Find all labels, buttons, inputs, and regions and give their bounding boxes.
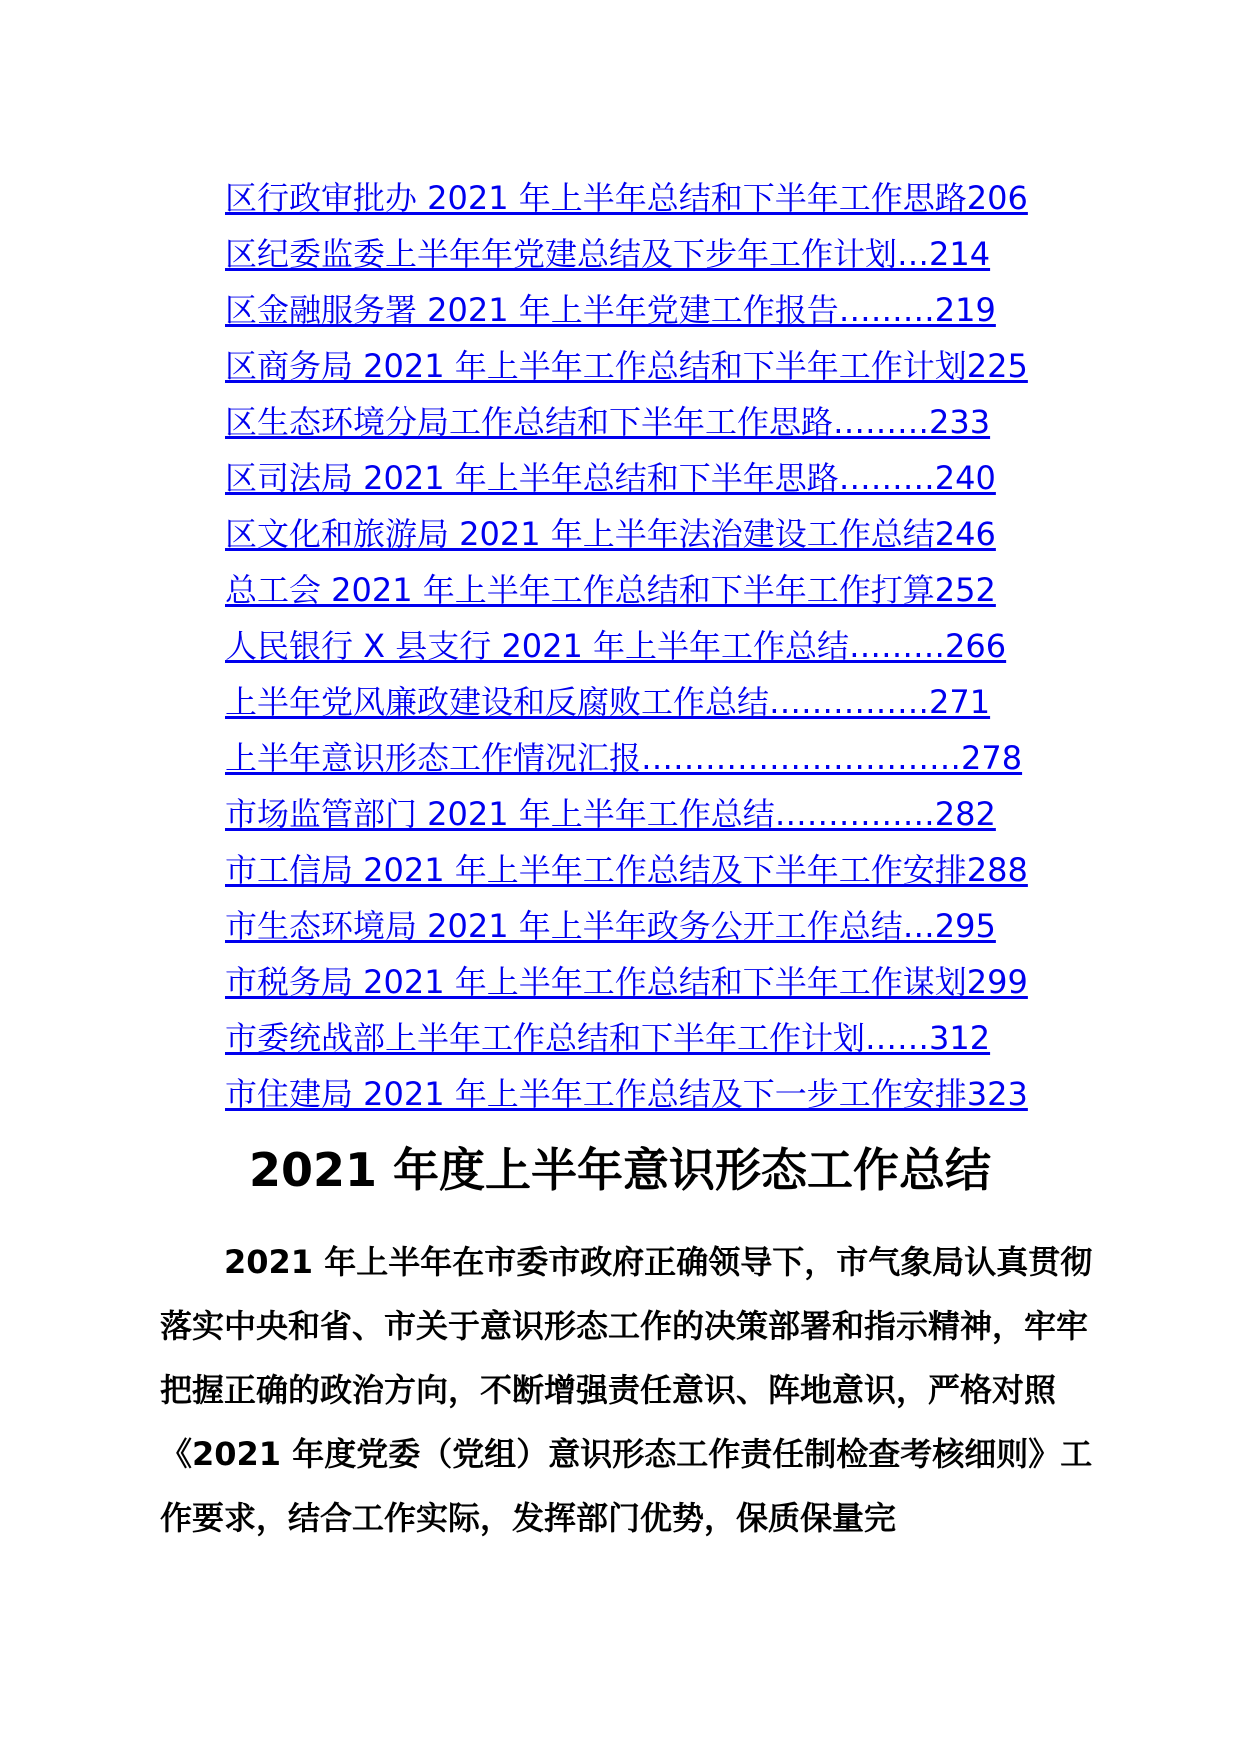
toc-entry[interactable]: 区文化和旅游局 2021 年上半年法治建设工作总结246 xyxy=(225,515,996,553)
toc-entry[interactable]: 市委统战部上半年工作总结和下半年工作计划……312 xyxy=(225,1019,991,1057)
toc-entry[interactable]: 区纪委监委上半年年党建总结及下步年工作计划…214 xyxy=(225,235,991,273)
toc-entry[interactable]: 区行政审批办 2021 年上半年总结和下半年工作思路206 xyxy=(225,179,1028,217)
body-paragraph: 2021 年上半年在市委市政府正确领导下，市气象局认真贯彻落实中央和省、市关于意识形态工作的决策部署和指示精神，牢牢把握正确的政治方向，不断增强责任意识、阵地意识，严格对照《2021 年度党委（党组）意识形态工作责任制检查考核细则》工作要求，结合工作实际，发挥部门优势，保质保量完 xyxy=(160,1243,1093,1537)
toc-entry[interactable]: 区商务局 2021 年上半年工作总结和下半年工作计划225 xyxy=(225,347,1028,385)
toc-entry[interactable]: 上半年意识形态工作情况汇报…………………………278 xyxy=(225,739,1023,777)
document-title: 2021 年度上半年意识形态工作总结 xyxy=(248,1143,992,1197)
toc-entry[interactable]: 市住建局 2021 年上半年工作总结及下一步工作安排323 xyxy=(225,1075,1028,1113)
toc-entry[interactable]: 市税务局 2021 年上半年工作总结和下半年工作谋划299 xyxy=(225,963,1028,1001)
table-of-contents xyxy=(225,170,1085,1122)
toc-entry[interactable]: 人民银行 X 县支行 2021 年上半年工作总结………266 xyxy=(225,627,1007,665)
toc-entry[interactable]: 市工信局 2021 年上半年工作总结及下半年工作安排288 xyxy=(225,851,1028,889)
toc-entry[interactable]: 上半年党风廉政建设和反腐败工作总结……………271 xyxy=(225,683,991,721)
toc-entry[interactable]: 区金融服务署 2021 年上半年党建工作报告………219 xyxy=(225,291,996,329)
toc-entry[interactable]: 总工会 2021 年上半年工作总结和下半年工作打算252 xyxy=(225,571,996,609)
toc-entry[interactable]: 市生态环境局 2021 年上半年政务公开工作总结…295 xyxy=(225,907,996,945)
toc-entry[interactable]: 区司法局 2021 年上半年总结和下半年思路………240 xyxy=(225,459,996,497)
toc-entry[interactable]: 市场监管部门 2021 年上半年工作总结……………282 xyxy=(225,795,996,833)
toc-entry[interactable]: 区生态环境分局工作总结和下半年工作思路………233 xyxy=(225,403,991,441)
